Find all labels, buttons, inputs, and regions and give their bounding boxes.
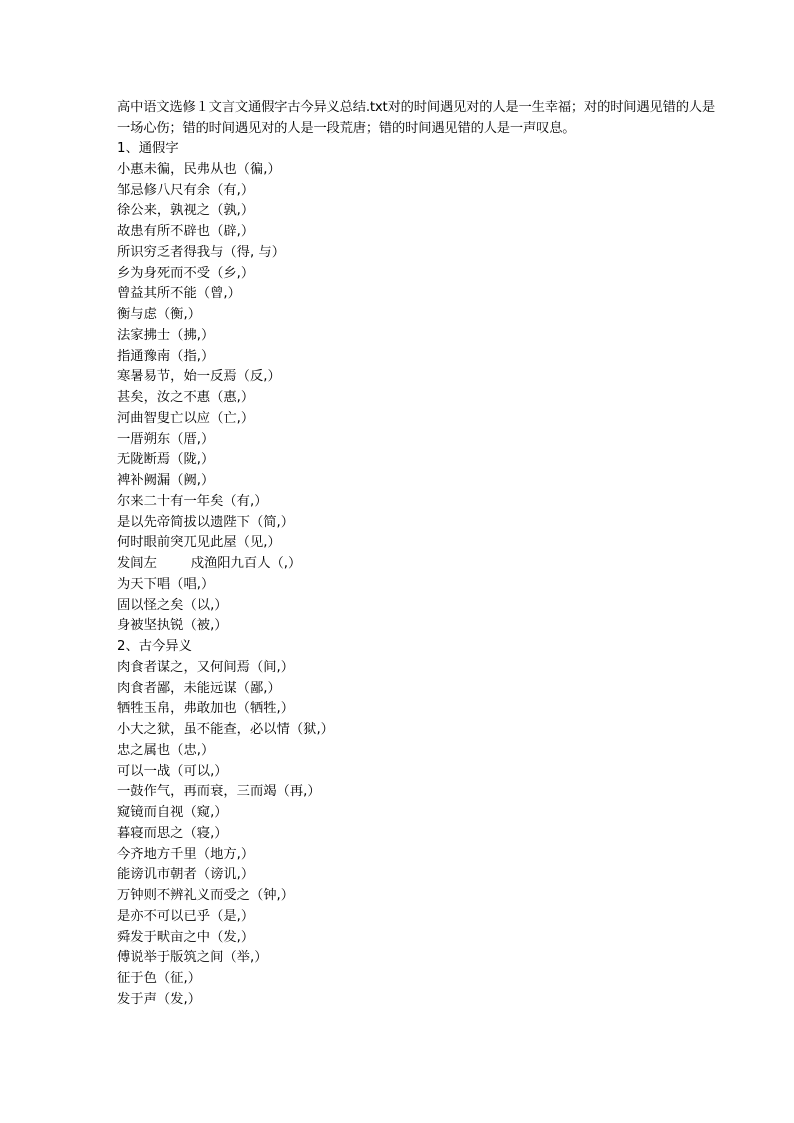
list-item: 肉食者谋之，又何间焉（间,） bbox=[117, 659, 295, 675]
list-item: 何时眼前突兀见此屋（见,） bbox=[117, 535, 281, 551]
document-page bbox=[117, 97, 717, 1011]
list-item: 法家拂士（拂,） bbox=[117, 327, 215, 343]
section-heading-gujinyiyi: 2、古今异义 bbox=[117, 639, 192, 654]
document-intro: 高中语文选修１文言文通假字古今异义总结.txt对的时间遇见对的人是一生幸福；对的时间遇见错的人是一场心伤；错的时间遇见对的人是一段荒唐；错的时间遇见错的人是一声叹息。 bbox=[117, 100, 715, 136]
list-item: 发闾左 戍渔阳九百人（,） bbox=[117, 556, 302, 571]
list-item: 裨补阙漏（阙,） bbox=[117, 473, 215, 488]
list-item: 忠之属也（忠,） bbox=[117, 742, 215, 758]
list-item: 舜发于畎亩之中（发,） bbox=[117, 929, 255, 945]
list-item: 傅说举于版筑之间（举,） bbox=[117, 950, 268, 966]
list-item: 一鼓作气，再而衰，三而竭（再,） bbox=[117, 784, 321, 800]
list-item: 是亦不可以已乎（是,） bbox=[117, 908, 255, 924]
list-item: 可以一战（可以,） bbox=[117, 763, 228, 779]
list-item: 曾益其所不能（曾,） bbox=[117, 286, 241, 302]
list-item: 暮寝而思之（寝,） bbox=[117, 825, 228, 841]
list-item: 为天下唱（唱,） bbox=[117, 576, 215, 592]
list-item: 小大之狱，虽不能查，必以情（狱,） bbox=[117, 722, 334, 737]
section-heading-tongjiazi: 1、通假字 bbox=[117, 141, 179, 156]
list-item: 衡与虑（衡,） bbox=[117, 307, 202, 322]
list-item: 指通豫南（指,） bbox=[117, 348, 215, 364]
list-item: 能谤讥市朝者（谤讥,） bbox=[117, 867, 255, 883]
list-item: 小惠未徧，民弗从也（徧,） bbox=[117, 161, 281, 177]
list-item: 牺牲玉帛，弗敢加也（牺牲,） bbox=[117, 701, 295, 717]
list-item: 所识穷乏者得我与（得, 与） bbox=[117, 244, 286, 260]
list-item: 乡为身死而不受（乡,） bbox=[117, 265, 255, 281]
list-item: 甚矣，汝之不惠（惠,） bbox=[117, 390, 255, 405]
list-item: 肉食者鄙，未能远谋（鄙,） bbox=[117, 680, 281, 696]
list-item: 故患有所不辟也（辟,） bbox=[117, 224, 255, 239]
list-item: 河曲智叟亡以应（亡,） bbox=[117, 410, 255, 426]
list-item: 徐公来，孰视之（孰,） bbox=[117, 203, 255, 219]
list-item: 尔来二十有一年矣（有,） bbox=[117, 493, 268, 509]
list-item: 是以先帝简拔以遗陛下（简,） bbox=[117, 514, 295, 530]
list-item: 寒暑易节，始一反焉（反,） bbox=[117, 369, 281, 385]
section-list-tongjiazi bbox=[117, 160, 717, 637]
list-item: 发于声（发,） bbox=[117, 991, 202, 1007]
list-item: 征于色（征,） bbox=[117, 971, 202, 986]
list-item: 邹忌修八尺有余（有,） bbox=[117, 182, 255, 198]
list-item: 万钟则不辨礼义而受之（钟,） bbox=[117, 888, 295, 903]
list-item: 今齐地方千里（地方,） bbox=[117, 846, 255, 862]
list-item: 窥镜而自视（窥,） bbox=[117, 805, 228, 820]
section-list-gujinyiyi bbox=[117, 658, 717, 1011]
list-item: 身被坚执锐（被,） bbox=[117, 618, 228, 634]
list-item: 一厝朔东（厝,） bbox=[117, 431, 215, 447]
list-item: 固以怪之矣（以,） bbox=[117, 597, 228, 613]
list-item: 无陇断焉（陇,） bbox=[117, 452, 215, 468]
